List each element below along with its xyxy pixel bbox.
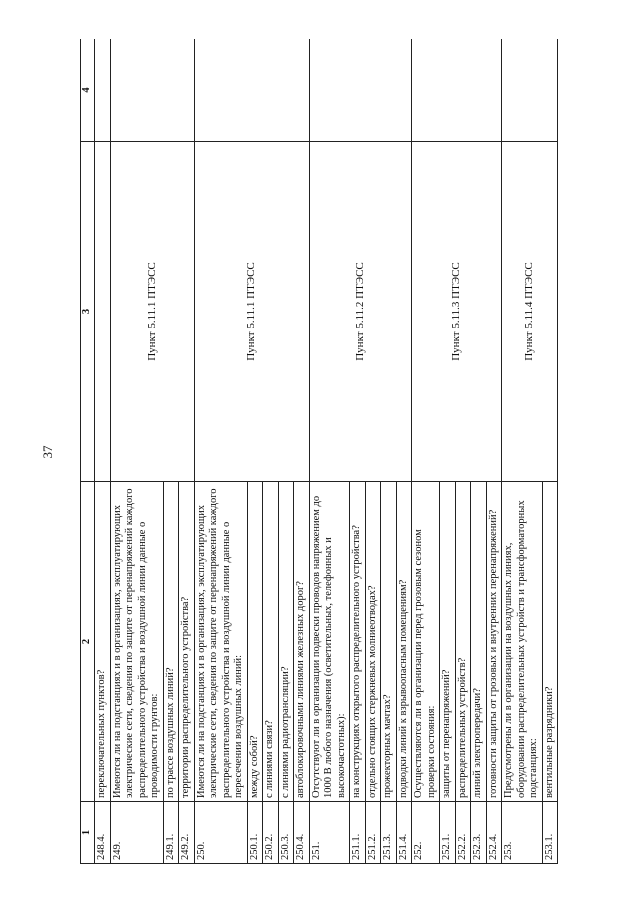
row-number: 251.1. bbox=[350, 802, 366, 864]
row-number: 252. bbox=[412, 802, 440, 864]
document-table-area bbox=[80, 39, 640, 864]
table-row bbox=[95, 39, 111, 864]
row-question: прожекторных мачтах? bbox=[381, 482, 397, 802]
row-number: 249. bbox=[110, 802, 163, 864]
row-question: с линиями связи? bbox=[263, 482, 279, 802]
page-number: 37 bbox=[40, 445, 55, 459]
row-question: распределительных устройств? bbox=[455, 482, 471, 802]
row-question: защиты от перенапряжений? bbox=[440, 482, 456, 802]
row-reference bbox=[95, 142, 111, 482]
row-number: 251.2. bbox=[365, 802, 381, 864]
row-note bbox=[502, 39, 558, 142]
header-row bbox=[81, 39, 95, 864]
row-reference: Пункт 5.11.4 ПТЭСС bbox=[502, 142, 558, 482]
row-question: Осуществляются ли в организации перед грозовым сезоном проверки состояния: bbox=[412, 482, 440, 802]
row-question: переключательных пунктов? bbox=[95, 482, 111, 802]
inspection-table bbox=[80, 39, 558, 864]
row-number: 250.2. bbox=[263, 802, 279, 864]
row-number: 253. bbox=[502, 802, 543, 864]
table-row bbox=[110, 39, 163, 864]
row-question: Имеются ли на подстанциях и в организациях, эксплуатирующих электрические сети, сведения по защите от перенапряжений каждого распределительного устройства и воздушной линии данные о проводимости грунтов: bbox=[110, 482, 163, 802]
row-number: 249.1. bbox=[163, 802, 179, 864]
row-question: готовности защиты от грозовых и внутренних перенапряжений? bbox=[486, 482, 502, 802]
table-row bbox=[412, 39, 440, 864]
row-number: 251.3. bbox=[381, 802, 397, 864]
row-number: 250.1. bbox=[247, 802, 263, 864]
row-reference: Пункт 5.11.1 ПТЭСС bbox=[110, 142, 194, 482]
row-question: вентильные разрядники? bbox=[542, 482, 558, 802]
row-number: 250.3. bbox=[278, 802, 294, 864]
row-question: подводки линий к взрывоопасным помещениям? bbox=[396, 482, 412, 802]
row-number: 250.4. bbox=[294, 802, 310, 864]
row-question: линий электропередачи? bbox=[471, 482, 487, 802]
table-row bbox=[309, 39, 350, 864]
row-question: Предусмотрены ли в организации на воздушных линиях, оборудовании распределительных устройств и трансформаторных подстанциях: bbox=[502, 482, 543, 802]
row-number: 251.4. bbox=[396, 802, 412, 864]
row-question: автоблокировочными линиями железных дорог? bbox=[294, 482, 310, 802]
column-header-3: 3 bbox=[81, 142, 95, 482]
row-note bbox=[110, 39, 194, 142]
row-note bbox=[95, 39, 111, 142]
row-number: 252.3. bbox=[471, 802, 487, 864]
row-reference: Пункт 5.11.3 ПТЭСС bbox=[412, 142, 502, 482]
row-question: территории распределительного устройства? bbox=[179, 482, 195, 802]
column-header-2: 2 bbox=[81, 482, 95, 802]
row-question: с линиями радиотрансляции? bbox=[278, 482, 294, 802]
row-number: 251. bbox=[309, 802, 350, 864]
row-number: 253.1. bbox=[542, 802, 558, 864]
rotated-table-container bbox=[80, 39, 640, 864]
column-header-1: 1 bbox=[81, 802, 95, 864]
row-note bbox=[309, 39, 412, 142]
table-row bbox=[502, 39, 543, 864]
row-number: 248.4. bbox=[95, 802, 111, 864]
row-question: по трассе воздушных линий? bbox=[163, 482, 179, 802]
column-header-4: 4 bbox=[81, 39, 95, 142]
row-note bbox=[412, 39, 502, 142]
row-number: 250. bbox=[194, 802, 247, 864]
row-number: 252.4. bbox=[486, 802, 502, 864]
row-question: на конструкциях открытого распределительного устройства? bbox=[350, 482, 366, 802]
row-number: 252.1. bbox=[440, 802, 456, 864]
row-note bbox=[194, 39, 309, 142]
row-question: Отсутствуют ли в организации подвески проводов напряжением до 1000 В любого назначения (осветительных, телефонных и высокочастотных): bbox=[309, 482, 350, 802]
row-question: между собой? bbox=[247, 482, 263, 802]
row-reference: Пункт 5.11.2 ПТЭСС bbox=[309, 142, 412, 482]
row-question: Имеются ли на подстанциях и в организациях, эксплуатирующих электрические сети, сведения по защите от перенапряжений каждого распределительного устройства и воздушной линии данные о пересечении воздушных линий: bbox=[194, 482, 247, 802]
row-reference: Пункт 5.11.1 ПТЭСС bbox=[194, 142, 309, 482]
row-question: отдельно стоящих стержневых молниеотводах? bbox=[365, 482, 381, 802]
row-number: 252.2. bbox=[455, 802, 471, 864]
table-row bbox=[194, 39, 247, 864]
row-number: 249.2. bbox=[179, 802, 195, 864]
